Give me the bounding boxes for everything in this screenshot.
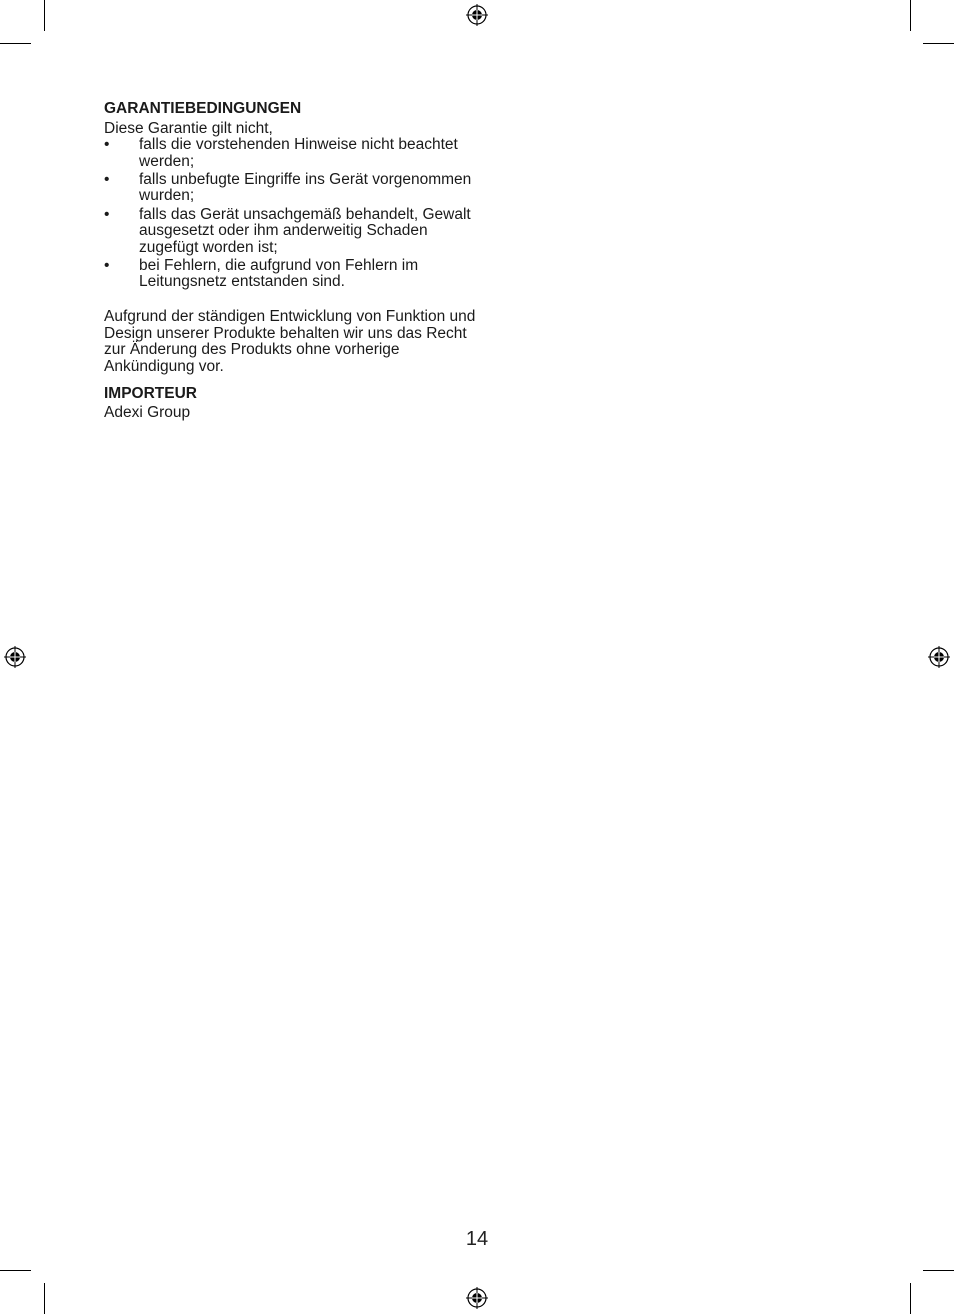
crop-mark-top-left-vertical xyxy=(44,0,45,31)
registration-mark-icon xyxy=(466,1287,488,1309)
list-item-text: falls unbefugte Eingriffe ins Gerät vorgenommen wurden; xyxy=(139,170,472,205)
crop-mark-bottom-right-horizontal xyxy=(923,1270,954,1271)
crop-mark-top-left-horizontal xyxy=(0,43,31,44)
crop-mark-bottom-right-vertical xyxy=(910,1283,911,1314)
list-item-text: bei Fehlern, die aufgrund von Fehlern im Leitungsnetz entstanden sind. xyxy=(139,256,419,291)
warranty-exclusions-list xyxy=(104,137,484,291)
list-item xyxy=(104,137,484,170)
list-item-text: falls die vorstehenden Hinweise nicht beachtet werden; xyxy=(139,136,458,170)
registration-mark-icon xyxy=(466,4,488,26)
warranty-heading: GARANTIEBEDINGUNGEN xyxy=(104,100,302,117)
bullet-icon: • xyxy=(104,170,110,188)
page-number: 14 xyxy=(465,1228,489,1250)
registration-mark-icon xyxy=(928,646,950,668)
registration-mark-icon xyxy=(4,646,26,668)
list-item-text: falls das Gerät unsachgemäß behandelt, Gewalt ausgesetzt oder ihm anderweitig Schaden zugefügt worden ist; xyxy=(139,205,471,256)
list-item xyxy=(104,172,484,205)
bullet-icon: • xyxy=(104,256,110,274)
crop-mark-bottom-left-horizontal xyxy=(0,1270,31,1271)
warranty-section xyxy=(104,101,484,422)
warranty-intro: Diese Garantie gilt nicht, xyxy=(104,119,273,137)
bullet-icon: • xyxy=(104,205,110,223)
crop-mark-top-right-horizontal xyxy=(923,43,954,44)
importer-heading: IMPORTEUR xyxy=(104,385,197,403)
list-item xyxy=(104,258,484,291)
bullet-icon: • xyxy=(104,136,110,154)
product-change-notice: Aufgrund der ständigen Entwicklung von Funktion und Design unserer Produkte behalten wir uns das Recht zur Änderung des Produkts ohne vorherige Ankündigung vor. xyxy=(104,308,476,375)
crop-mark-top-right-vertical xyxy=(910,0,911,31)
importer-name: Adexi Group xyxy=(104,404,191,421)
list-item xyxy=(104,207,484,257)
crop-mark-bottom-left-vertical xyxy=(44,1283,45,1314)
